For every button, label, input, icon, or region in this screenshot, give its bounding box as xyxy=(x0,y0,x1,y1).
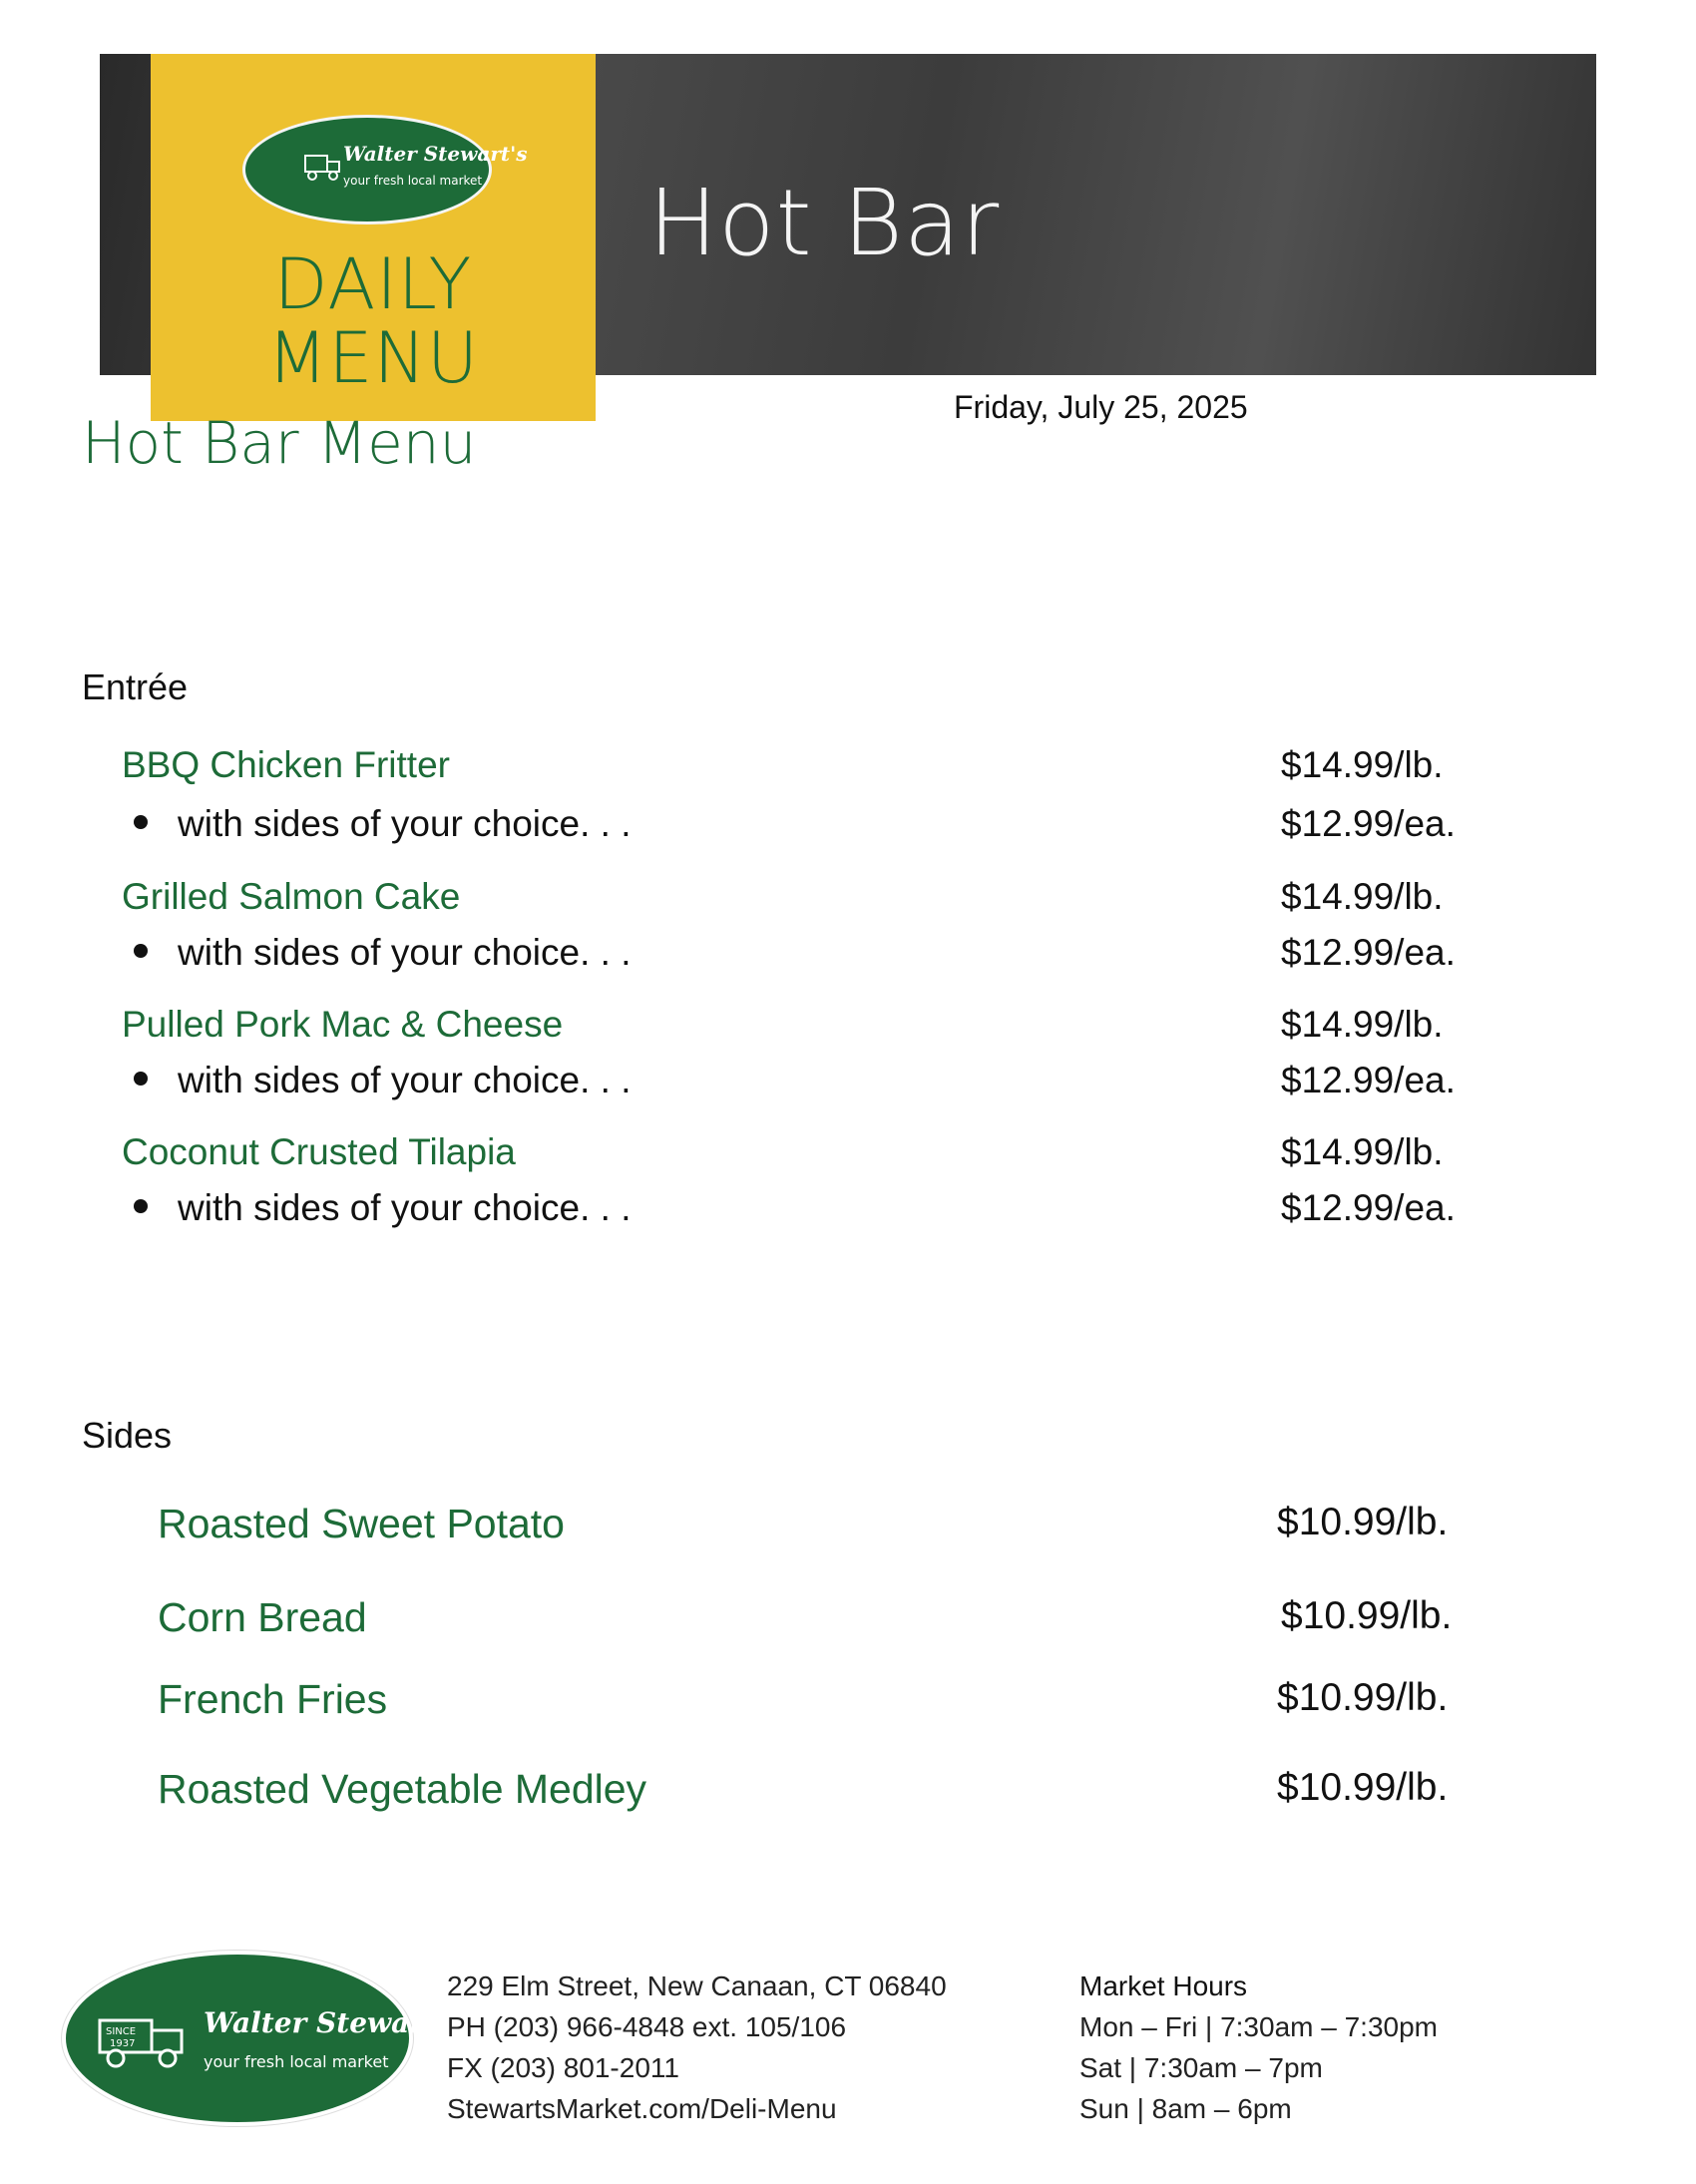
footer-brand-tagline: your fresh local market xyxy=(204,2052,389,2071)
entree-heading: Entrée xyxy=(82,666,189,707)
side-item-name: Roasted Sweet Potato xyxy=(158,1501,565,1546)
entree-item-price: $14.99/lb. xyxy=(1281,876,1444,917)
side-item-price: $10.99/lb. xyxy=(1277,1501,1449,1543)
contact-info xyxy=(447,1966,947,2129)
sides-note: with sides of your choice. . . xyxy=(178,1187,632,1228)
side-item-price: $10.99/lb. xyxy=(1277,1766,1449,1809)
entree-item-sides xyxy=(134,1187,631,1229)
brand-name: Walter Stewart's xyxy=(343,142,528,166)
market-hours xyxy=(1079,1966,1438,2129)
address: 229 Elm Street, New Canaan, CT 06840 xyxy=(447,1970,947,2001)
truck-icon xyxy=(96,2012,192,2072)
fax: FX (203) 801-2011 xyxy=(447,2052,679,2083)
daily-menu-card xyxy=(151,54,596,421)
entree-item-name: BBQ Chicken Fritter xyxy=(122,744,450,785)
footer-logo xyxy=(62,1951,462,2126)
hours-saturday: Sat | 7:30am – 7pm xyxy=(1079,2052,1323,2083)
entree-item-name: Pulled Pork Mac & Cheese xyxy=(122,1004,564,1045)
menu-date: Friday, July 25, 2025 xyxy=(954,389,1248,425)
entree-item-sides xyxy=(134,1060,631,1101)
side-item-name: Corn Bread xyxy=(158,1594,367,1640)
sides-note: with sides of your choice. . . xyxy=(178,1060,632,1100)
entree-item-price: $14.99/lb. xyxy=(1281,744,1444,785)
entree-item-sub-price: $12.99/ea. xyxy=(1281,932,1456,973)
entree-item-sides xyxy=(134,803,631,845)
entree-item-sub-price: $12.99/ea. xyxy=(1281,803,1456,844)
bullet-icon xyxy=(134,815,148,829)
svg-text:SINCE: SINCE xyxy=(106,2026,137,2037)
brand-logo xyxy=(242,115,528,224)
entree-item-price: $14.99/lb. xyxy=(1281,1004,1444,1045)
svg-text:1937: 1937 xyxy=(110,2038,136,2049)
website-link[interactable]: StewartsMarket.com/Deli-Menu xyxy=(447,2093,837,2124)
entree-item-sides xyxy=(134,932,631,974)
truck-icon xyxy=(303,148,343,188)
bullet-icon xyxy=(134,944,148,958)
hours-sunday: Sun | 8am – 6pm xyxy=(1079,2093,1292,2124)
hours-weekday: Mon – Fri | 7:30am – 7:30pm xyxy=(1079,2011,1438,2042)
side-item-name: Roasted Vegetable Medley xyxy=(158,1766,647,1812)
daily-label: DAILY xyxy=(273,243,473,325)
page-title: Hot Bar Menu xyxy=(82,409,477,477)
entree-item-sub-price: $12.99/ea. xyxy=(1281,1187,1456,1228)
side-item-price: $10.99/lb. xyxy=(1277,1676,1449,1719)
side-item-price: $10.99/lb. xyxy=(1281,1594,1453,1637)
entree-item-price: $14.99/lb. xyxy=(1281,1131,1444,1172)
menu-label: MENU xyxy=(266,317,480,399)
banner-title: Hot Bar xyxy=(648,170,1001,276)
entree-item-name: Grilled Salmon Cake xyxy=(122,876,461,917)
phone: PH (203) 966-4848 ext. 105/106 xyxy=(447,2011,847,2042)
bullet-icon xyxy=(134,1199,148,1213)
footer-brand-name: Walter Stewart's xyxy=(204,2006,462,2039)
side-item-name: French Fries xyxy=(158,1676,388,1722)
entree-item-name: Coconut Crusted Tilapia xyxy=(122,1131,516,1172)
sides-note: with sides of your choice. . . xyxy=(178,932,632,973)
brand-tagline: your fresh local market xyxy=(343,174,483,188)
bullet-icon xyxy=(134,1072,148,1086)
hours-title: Market Hours xyxy=(1079,1970,1248,2001)
entree-item-sub-price: $12.99/ea. xyxy=(1281,1060,1456,1100)
sides-note: with sides of your choice. . . xyxy=(178,803,632,844)
sides-heading: Sides xyxy=(82,1415,173,1456)
